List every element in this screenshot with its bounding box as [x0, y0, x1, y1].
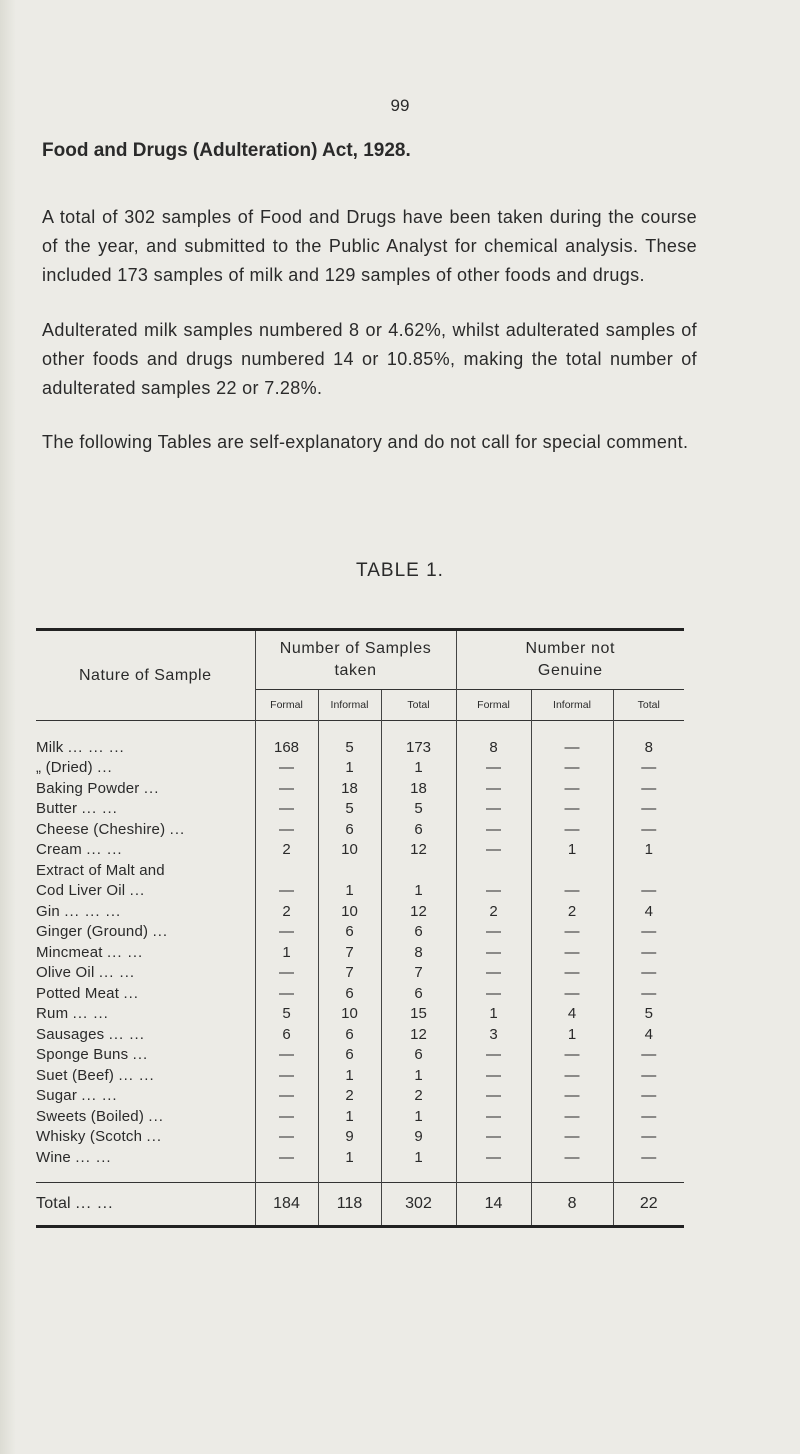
cell-formal: —: [255, 881, 318, 902]
cell-total: 6: [381, 819, 456, 840]
cell-ng-formal: [456, 860, 531, 881]
leader-dots: ...: [146, 1128, 163, 1146]
cell-ng-formal: —: [456, 1127, 531, 1148]
leader-dots: ... ...: [81, 800, 118, 818]
cell-total: 6: [381, 922, 456, 943]
cell-ng-total: —: [613, 1065, 684, 1086]
table-row: [36, 942, 684, 963]
cell-ng-total: —: [613, 778, 684, 799]
leader-dots: ... ...: [108, 1025, 145, 1043]
cell-total: 2: [381, 1086, 456, 1107]
table-row: [36, 963, 684, 984]
cell-ng-total: —: [613, 819, 684, 840]
paragraph-samples-total: A total of 302 samples of Food and Drugs have been taken during the course of the year, and submitted to the Public Analyst for chemical analysis. These included 173 samples of milk and 129 samples of other foods and drugs.: [42, 207, 697, 285]
cell-informal: 1: [318, 758, 381, 779]
cell-formal: —: [255, 1127, 318, 1148]
cell-ng-informal: 4: [531, 1004, 613, 1025]
cell-informal: 5: [318, 799, 381, 820]
sample-name: [36, 1086, 255, 1107]
table-body: [36, 721, 684, 1227]
table-row: [36, 1147, 684, 1168]
header-not-genuine-line2: Genuine: [537, 662, 603, 679]
spacer-cell: [255, 1168, 318, 1183]
sample-name: [36, 1182, 255, 1226]
cell-total: 7: [381, 963, 456, 984]
sample-name-text: Whisky (Scotch: [36, 1128, 143, 1146]
cell-ng-formal: 3: [456, 1024, 531, 1045]
cell-ng-total: —: [613, 1127, 684, 1148]
cell-ng-formal: —: [456, 758, 531, 779]
cell-ng-total: —: [613, 963, 684, 984]
total-row: [36, 1182, 684, 1226]
cell-formal: 2: [255, 840, 318, 861]
header-not-genuine: [456, 630, 684, 690]
cell-ng-informal: —: [531, 1127, 613, 1148]
cell-formal: —: [255, 922, 318, 943]
cell-informal: 5: [318, 721, 381, 758]
cell-formal: —: [255, 1147, 318, 1168]
cell-informal: 7: [318, 942, 381, 963]
sample-name-text: Wine: [36, 1148, 71, 1166]
header-taken-formal: Formal: [255, 690, 318, 721]
leader-dots: ... ...: [72, 1005, 109, 1023]
cell-informal: 6: [318, 983, 381, 1004]
header-nature-of-sample: Nature of Sample: [36, 630, 255, 721]
cell-informal: 6: [318, 819, 381, 840]
cell-ng-formal: 1: [456, 1004, 531, 1025]
cell-formal: —: [255, 799, 318, 820]
sample-name-text: Suet (Beef): [36, 1066, 115, 1084]
leader-dots: ...: [123, 984, 139, 1002]
cell-formal: —: [255, 758, 318, 779]
sample-name: [36, 1147, 255, 1168]
cell-informal: 118: [318, 1182, 381, 1226]
cell-ng-informal: —: [531, 942, 613, 963]
table-row: [36, 840, 684, 861]
cell-total: 12: [381, 901, 456, 922]
sample-name: [36, 963, 255, 984]
sample-name: [36, 860, 255, 881]
paragraph-tables-note: The following Tables are self-explanatory and do not call for special comment.: [42, 432, 689, 452]
paragraph-adulterated: Adulterated milk samples numbered 8 or 4.62%, whilst adulterated samples of other foods and drugs numbered 14 or 10.85%, making the total number of adulterated samples 22 or 7.28%.: [42, 320, 697, 398]
table-row: [36, 819, 684, 840]
table-row: [36, 758, 684, 779]
cell-ng-total: —: [613, 922, 684, 943]
leader-dots: ...: [152, 923, 169, 941]
cell-ng-total: 4: [613, 1024, 684, 1045]
cell-informal: 1: [318, 1065, 381, 1086]
cell-ng-formal: —: [456, 1106, 531, 1127]
cell-ng-total: —: [613, 758, 684, 779]
cell-total: 1: [381, 758, 456, 779]
sample-name-text: Rum: [36, 1005, 69, 1023]
spacer-cell: [531, 1168, 613, 1183]
sample-name-text: Sugar: [36, 1087, 78, 1105]
sample-name: [36, 1106, 255, 1127]
cell-ng-formal: —: [456, 799, 531, 820]
cell-formal: 168: [255, 721, 318, 758]
sample-name: [36, 778, 255, 799]
spacer-cell: [456, 1168, 531, 1183]
cell-total: 1: [381, 1106, 456, 1127]
cell-ng-total: —: [613, 983, 684, 1004]
cell-ng-total: —: [613, 942, 684, 963]
sample-name: [36, 922, 255, 943]
table-row: [36, 1045, 684, 1066]
spacer-row: [36, 1168, 684, 1183]
table-row: [36, 922, 684, 943]
header-not-genuine-total: Total: [613, 690, 684, 721]
leader-dots: ... ...: [107, 943, 144, 961]
cell-ng-total: [613, 860, 684, 881]
sample-name-text: Potted Meat: [36, 984, 120, 1002]
sample-name-text: Extract of Malt and: [36, 861, 165, 879]
cell-ng-total: —: [613, 1106, 684, 1127]
sample-name: [36, 942, 255, 963]
cell-ng-informal: [531, 860, 613, 881]
sample-name-text: Cod Liver Oil: [36, 882, 126, 900]
table-row: [36, 1004, 684, 1025]
page-edge-shadow: [0, 0, 16, 1454]
cell-ng-formal: —: [456, 840, 531, 861]
table-title: TABLE 1.: [356, 560, 444, 581]
cell-ng-formal: —: [456, 1065, 531, 1086]
sample-name: [36, 799, 255, 820]
cell-formal: —: [255, 1086, 318, 1107]
cell-informal: 10: [318, 1004, 381, 1025]
cell-ng-formal: —: [456, 1086, 531, 1107]
cell-ng-formal: —: [456, 881, 531, 902]
cell-ng-formal: 14: [456, 1182, 531, 1226]
sample-name: [36, 1065, 255, 1086]
table-row: [36, 881, 684, 902]
cell-ng-informal: —: [531, 1106, 613, 1127]
section-heading: Food and Drugs (Adulteration) Act, 1928.: [42, 140, 411, 161]
cell-total: 302: [381, 1182, 456, 1226]
cell-total: 15: [381, 1004, 456, 1025]
sample-name: [36, 819, 255, 840]
leader-dots: ...: [97, 759, 113, 777]
cell-ng-formal: —: [456, 922, 531, 943]
table-row: [36, 778, 684, 799]
cell-total: 5: [381, 799, 456, 820]
sample-name-text: Sweets (Boiled): [36, 1107, 145, 1125]
cell-ng-formal: —: [456, 942, 531, 963]
cell-ng-total: 4: [613, 901, 684, 922]
sample-name-text: Olive Oil: [36, 964, 95, 982]
cell-informal: 1: [318, 1147, 381, 1168]
cell-ng-total: —: [613, 799, 684, 820]
table-row: [36, 721, 684, 758]
sample-name: [36, 1127, 255, 1148]
leader-dots: ...: [129, 882, 146, 900]
sample-name: [36, 1045, 255, 1066]
cell-ng-informal: —: [531, 1147, 613, 1168]
cell-ng-total: —: [613, 881, 684, 902]
sample-name-text: Mincmeat: [36, 943, 103, 961]
header-samples-taken-line2: taken: [334, 662, 377, 679]
cell-informal: 2: [318, 1086, 381, 1107]
table-row: [36, 901, 684, 922]
sample-name-text: Gin: [36, 902, 60, 920]
cell-ng-informal: —: [531, 721, 613, 758]
cell-ng-informal: 1: [531, 840, 613, 861]
table-row: [36, 1086, 684, 1107]
cell-formal: —: [255, 1065, 318, 1086]
leader-dots: ...: [132, 1046, 149, 1064]
cell-total: 173: [381, 721, 456, 758]
cell-formal: —: [255, 778, 318, 799]
sample-name-text: Total: [36, 1194, 71, 1212]
cell-ng-formal: —: [456, 983, 531, 1004]
sample-name-text: Milk: [36, 738, 64, 756]
cell-informal: 18: [318, 778, 381, 799]
sample-name: [36, 983, 255, 1004]
cell-ng-total: 8: [613, 721, 684, 758]
table-row: [36, 860, 684, 881]
cell-formal: [255, 860, 318, 881]
header-not-genuine-line1: Number not: [525, 640, 616, 657]
cell-total: 1: [381, 1065, 456, 1086]
leader-dots: ... ...: [118, 1066, 155, 1084]
leader-dots: ... ...: [81, 1087, 118, 1105]
table-row: [36, 1127, 684, 1148]
leader-dots: ... ...: [86, 841, 123, 859]
cell-total: 12: [381, 1024, 456, 1045]
samples-table: [36, 628, 684, 1228]
sample-name: [36, 901, 255, 922]
cell-ng-formal: 8: [456, 721, 531, 758]
cell-ng-informal: 8: [531, 1182, 613, 1226]
cell-total: 6: [381, 983, 456, 1004]
cell-formal: —: [255, 1106, 318, 1127]
leader-dots: ...: [169, 820, 186, 838]
table-row: [36, 1024, 684, 1045]
leader-dots: ... ...: [98, 964, 136, 982]
cell-informal: 6: [318, 922, 381, 943]
cell-ng-total: 22: [613, 1182, 684, 1226]
table-row: [36, 799, 684, 820]
leader-dots: ... ... ...: [64, 902, 122, 920]
cell-total: 1: [381, 881, 456, 902]
sample-name: [36, 721, 255, 758]
cell-total: 9: [381, 1127, 456, 1148]
cell-informal: 1: [318, 881, 381, 902]
sample-name: [36, 840, 255, 861]
cell-formal: 184: [255, 1182, 318, 1226]
cell-ng-informal: —: [531, 1065, 613, 1086]
cell-informal: 6: [318, 1045, 381, 1066]
leader-dots: ... ...: [75, 1148, 112, 1166]
table-row: [36, 1065, 684, 1086]
cell-informal: 1: [318, 1106, 381, 1127]
header-not-genuine-formal: Formal: [456, 690, 531, 721]
cell-ng-informal: —: [531, 1086, 613, 1107]
cell-total: 18: [381, 778, 456, 799]
cell-informal: 10: [318, 901, 381, 922]
cell-informal: [318, 860, 381, 881]
cell-ng-total: 5: [613, 1004, 684, 1025]
header-samples-taken-line1: Number of Samples: [279, 640, 432, 657]
cell-ng-informal: —: [531, 881, 613, 902]
cell-formal: —: [255, 1045, 318, 1066]
header-samples-taken: [255, 630, 456, 690]
cell-formal: 6: [255, 1024, 318, 1045]
cell-ng-formal: —: [456, 963, 531, 984]
cell-ng-informal: —: [531, 758, 613, 779]
cell-ng-formal: —: [456, 778, 531, 799]
sample-name-text: Butter: [36, 800, 78, 818]
cell-ng-informal: —: [531, 799, 613, 820]
leader-dots: ...: [148, 1107, 164, 1125]
cell-total: 12: [381, 840, 456, 861]
header-taken-informal: Informal: [318, 690, 381, 721]
cell-ng-informal: —: [531, 963, 613, 984]
cell-total: 1: [381, 1147, 456, 1168]
sample-name: [36, 1024, 255, 1045]
cell-ng-informal: —: [531, 983, 613, 1004]
cell-ng-informal: —: [531, 819, 613, 840]
sample-name-text: „ (Dried): [36, 759, 93, 777]
sample-name: [36, 881, 255, 902]
cell-ng-total: 1: [613, 840, 684, 861]
cell-ng-formal: —: [456, 1147, 531, 1168]
cell-formal: 5: [255, 1004, 318, 1025]
table-row: [36, 983, 684, 1004]
leader-dots: ...: [143, 779, 160, 797]
cell-ng-informal: 1: [531, 1024, 613, 1045]
cell-ng-total: —: [613, 1045, 684, 1066]
leader-dots: ... ...: [75, 1194, 114, 1212]
sample-name-text: Baking Powder: [36, 779, 140, 797]
sample-name-text: Sausages: [36, 1025, 105, 1043]
sample-name-text: Cheese (Cheshire): [36, 820, 166, 838]
header-taken-total: Total: [381, 690, 456, 721]
cell-total: [381, 860, 456, 881]
table-row: [36, 1106, 684, 1127]
cell-ng-informal: 2: [531, 901, 613, 922]
spacer-cell: [318, 1168, 381, 1183]
cell-informal: 10: [318, 840, 381, 861]
spacer-cell: [36, 1168, 255, 1183]
cell-ng-formal: 2: [456, 901, 531, 922]
header-not-genuine-informal: Informal: [531, 690, 613, 721]
spacer-cell: [613, 1168, 684, 1183]
cell-informal: 7: [318, 963, 381, 984]
cell-formal: —: [255, 819, 318, 840]
cell-formal: —: [255, 963, 318, 984]
sample-name-text: Ginger (Ground): [36, 923, 149, 941]
sample-name-text: Sponge Buns: [36, 1046, 129, 1064]
cell-ng-informal: —: [531, 1045, 613, 1066]
spacer-cell: [381, 1168, 456, 1183]
cell-ng-formal: —: [456, 1045, 531, 1066]
cell-ng-formal: —: [456, 819, 531, 840]
leader-dots: ... ... ...: [67, 738, 125, 756]
cell-total: 6: [381, 1045, 456, 1066]
cell-total: 8: [381, 942, 456, 963]
cell-informal: 6: [318, 1024, 381, 1045]
cell-ng-total: —: [613, 1086, 684, 1107]
page-number: 99: [390, 96, 410, 115]
cell-formal: 2: [255, 901, 318, 922]
cell-ng-total: —: [613, 1147, 684, 1168]
cell-informal: 9: [318, 1127, 381, 1148]
cell-formal: 1: [255, 942, 318, 963]
cell-formal: —: [255, 983, 318, 1004]
sample-name: [36, 758, 255, 779]
sample-name: [36, 1004, 255, 1025]
sample-name-text: Cream: [36, 841, 83, 859]
cell-ng-informal: —: [531, 778, 613, 799]
cell-ng-informal: —: [531, 922, 613, 943]
